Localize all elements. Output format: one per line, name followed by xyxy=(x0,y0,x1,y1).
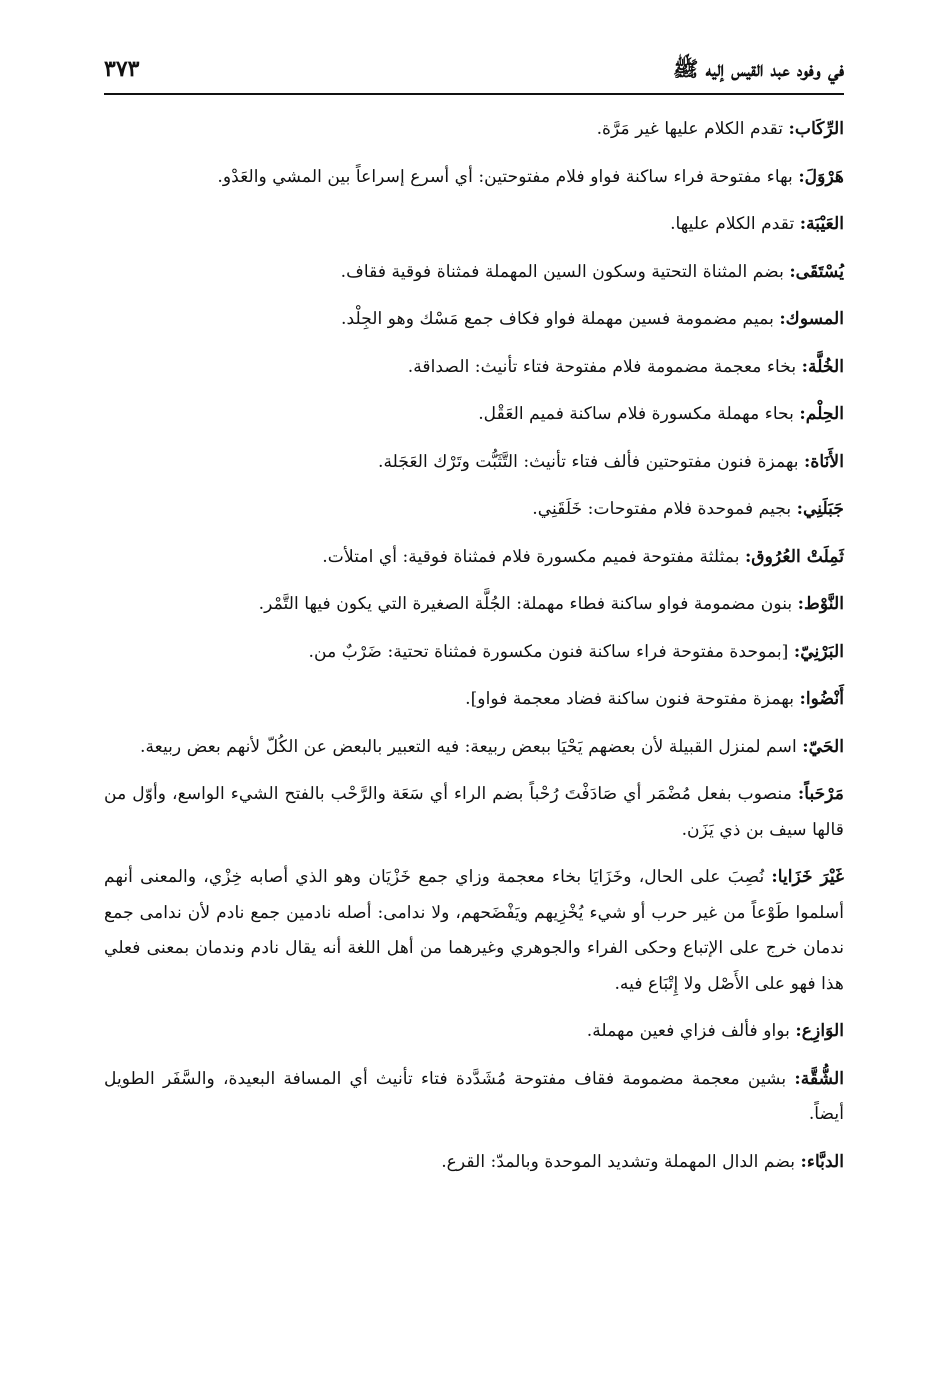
entry-term: الرِّكَاب: xyxy=(788,119,844,139)
entry-term: يُسْتَقَى: xyxy=(789,261,844,282)
entry-term: العَيْبَة: xyxy=(799,214,844,234)
glossary-entry xyxy=(104,207,844,243)
entry-term: مَرْحَباً: xyxy=(797,784,844,804)
book-page xyxy=(104,52,844,1352)
entry-definition: بخاء معجمة مضمومة فلام مفتوحة فتاء تأنيث: الصداقة. xyxy=(407,356,802,377)
entry-term: الحَيّ: xyxy=(802,736,844,757)
entry-definition: تقدم الكلام عليها غير مَرَّة. xyxy=(596,119,789,139)
page-number: ٣٧٣ xyxy=(104,56,140,82)
glossary-entry xyxy=(104,112,844,148)
header-rule xyxy=(104,93,844,95)
entry-term: الأَنَاة: xyxy=(804,451,844,472)
glossary-entry xyxy=(104,777,844,848)
glossary-entry xyxy=(104,1014,844,1050)
entry-term: غَيْرَ خَزَايا: xyxy=(771,867,845,887)
page-header xyxy=(104,52,844,94)
entry-definition: بهمزة فنون مفتوحتين فألف فتاء تأنيث: التَّثَبُّت وتَرْك العَجَلة. xyxy=(377,451,805,472)
glossary-entry xyxy=(104,587,844,623)
entry-term: المسوك: xyxy=(779,309,844,329)
entry-term: الدبَّاء: xyxy=(800,1151,844,1172)
entry-definition: تقدم الكلام عليها. xyxy=(670,214,800,234)
running-title: في وفود عبد القيس إليه ﷺ xyxy=(672,56,844,81)
glossary-entry xyxy=(104,302,844,338)
entry-term: الوَازِع: xyxy=(795,1021,844,1041)
glossary-entry xyxy=(104,540,844,576)
entry-term: الحِلْم: xyxy=(799,404,844,424)
glossary-entry xyxy=(104,492,844,528)
entry-term: أَنْضُوا: xyxy=(799,689,844,709)
entry-definition: بمثلثة مفتوحة فميم مكسورة فلام فمثناة فوقية: أي امتلأت. xyxy=(322,546,745,567)
entry-term: الشُّقَّة: xyxy=(794,1068,844,1089)
entry-definition: بنون مضمومة فواو ساكنة فطاء مهملة: الجُلَّة الصغيرة التي يكون فيها التَّمْر. xyxy=(258,594,798,614)
entry-term: النَّوْط: xyxy=(797,594,844,614)
entry-definition: بشين معجمة مضمومة فقاف مفتوحة مُشَدَّدة فتاء تأنيث أي المسافة البعيدة، والسَّفَر الطويل أيضاً. xyxy=(104,1068,844,1124)
glossary-body xyxy=(104,112,844,1180)
entry-definition: بضم الدال المهملة وتشديد الموحدة وبالمدّ: القرع. xyxy=(441,1151,801,1172)
entry-definition: بهاء مفتوحة فراء ساكنة فواو فلام مفتوحتين: أي أسرع إسراعاً بين المشي والعَدْو. xyxy=(217,166,799,187)
entry-definition: بضم المثناة التحتية وسكون السين المهملة فمثناة فوقية فقاف. xyxy=(340,261,790,282)
entry-definition: اسم لمنزل القبيلة لأن بعضهم يَحْيَا ببعض ربيعة: فيه التعبير بالبعض عن الكُلّ لأنهم بعض ربيعة. xyxy=(139,736,803,757)
entry-term: هَرْوَلَ: xyxy=(798,166,844,187)
glossary-entry xyxy=(104,682,844,718)
glossary-entry xyxy=(104,635,844,671)
glossary-entry xyxy=(104,350,844,386)
entry-term: ثَمِلَتْ العُرُوق: xyxy=(744,546,844,567)
entry-definition: بجيم فموحدة فلام مفتوحات: خَلَقَنِي. xyxy=(532,499,797,519)
entry-definition: بميم مضمومة فسين مهملة فواو فكاف جمع مَسْك وهو الجِلْد. xyxy=(341,309,780,329)
entry-definition: نُصِبَ على الحال، وخَزَايَا بخاء معجمة وزاي جمع خَزْيَان وهو الذي أصابه خِزْي، والمعنى أنهم أسلموا طَوْعاً من غير حرب أو شيء يُخْزِيهم ويَفْضَحهم، ولا ندامى: أصله نادمين جمع نادم لأن ندامى جمع ندمان خرج على الإتباع وحكى الفراء والجوهري وغيرهما من أهل اللغة أنه يقال نادم وندمان بمعنى فعلي هذا فهو على الأَصْل ولا إِتْبَاع فيه. xyxy=(104,867,844,994)
glossary-entry xyxy=(104,1145,844,1181)
entry-definition: بواو فألف فزاي فعين مهملة. xyxy=(586,1021,796,1041)
entry-definition: [بموحدة مفتوحة فراء ساكنة فنون مكسورة فمثناة تحتية: ضَرْبٌ من. xyxy=(308,641,794,662)
glossary-entry xyxy=(104,160,844,196)
glossary-entry xyxy=(104,860,844,1002)
glossary-entry xyxy=(104,730,844,766)
entry-term: البَرْنِيّ: xyxy=(793,641,844,662)
entry-term: الخُلَّة: xyxy=(801,356,844,377)
entry-definition: بحاء مهملة مكسورة فلام ساكنة فميم العَقْل. xyxy=(478,404,800,424)
glossary-entry xyxy=(104,397,844,433)
glossary-entry xyxy=(104,1062,844,1133)
glossary-entry xyxy=(104,445,844,481)
glossary-entry xyxy=(104,255,844,291)
entry-definition: بهمزة مفتوحة فنون ساكنة فضاد معجمة فواو]. xyxy=(465,689,800,709)
entry-term: جَبَلَنِي: xyxy=(796,499,844,519)
entry-definition: منصوب بفعل مُضْمَر أي صَادَفْتَ رُحْباً بضم الراء أي سَعَة والرَّحْب بالفتح الشيء الواسع، وأوّل من قالها سيف بن ذي يَزَن. xyxy=(104,784,844,840)
